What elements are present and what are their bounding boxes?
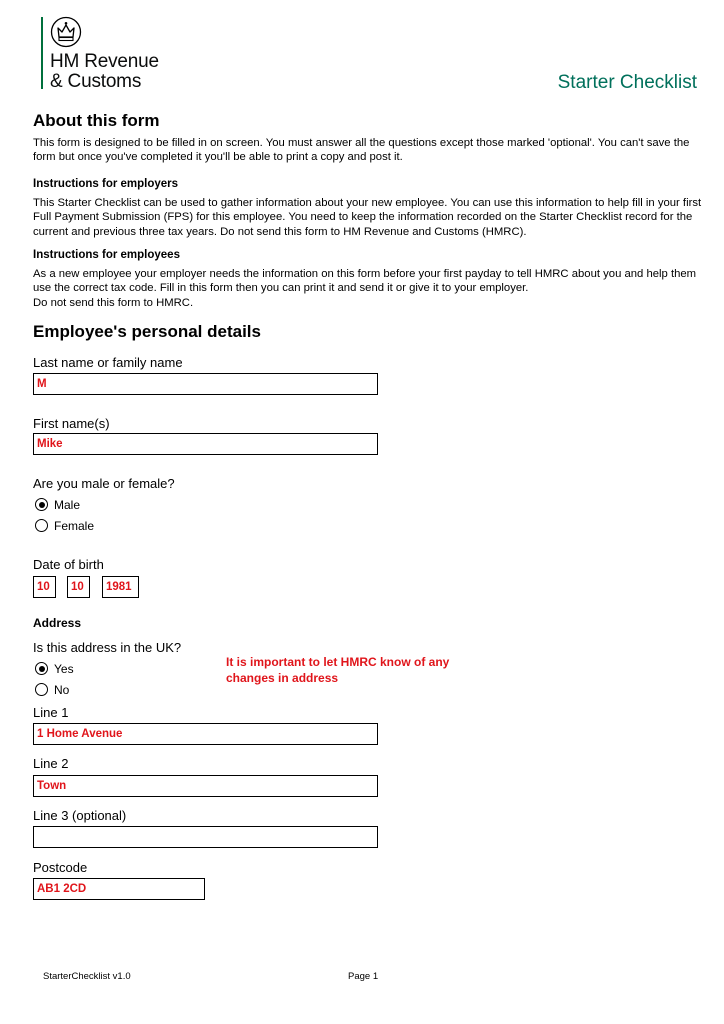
address-line3-label: Line 3 (optional) xyxy=(33,808,127,823)
address-line2-input[interactable]: Town xyxy=(33,775,378,797)
dob-year-input[interactable]: 1981 xyxy=(102,576,139,598)
employees-heading: Instructions for employees xyxy=(33,249,180,261)
org-name-line2: & Customs xyxy=(50,71,142,92)
employees-paragraph-1: As a new employee your employer needs the information on this form before your first payday to tell HMRC about you and help them use the correct tax code. Fill in this form then you can print it and send it or give it to your employer. xyxy=(33,268,697,295)
female-radio[interactable] xyxy=(35,519,48,532)
uk-no-radio[interactable] xyxy=(35,683,48,696)
radio-selected-dot xyxy=(39,502,45,508)
about-heading: About this form xyxy=(33,111,160,130)
postcode-label: Postcode xyxy=(33,860,88,875)
uk-yes-radio[interactable] xyxy=(35,662,48,675)
about-paragraph: This form is designed to be filled in on screen. You must answer all the questions except those marked 'optional'. You can't save the form but once you've completed it you'll be able to print a copy and post it. xyxy=(33,137,690,164)
gender-label: Are you male or female? xyxy=(33,476,175,491)
about-text xyxy=(33,136,703,165)
employees-paragraph-2: Do not send this form to HMRC. xyxy=(33,296,194,309)
employees-text xyxy=(33,267,703,310)
footer-page-number: Page 1 xyxy=(348,971,379,982)
address-line1-input[interactable]: 1 Home Avenue xyxy=(33,723,378,745)
address-line1-label: Line 1 xyxy=(33,705,69,720)
address-heading: Address xyxy=(33,616,82,630)
first-name-label: First name(s) xyxy=(33,416,110,431)
crown-crest-icon xyxy=(50,16,82,48)
postcode-input[interactable]: AB1 2CD xyxy=(33,878,205,900)
logo-rule xyxy=(41,17,43,89)
uk-no-label: No xyxy=(54,683,70,697)
uk-yes-label: Yes xyxy=(54,662,74,676)
female-option-label: Female xyxy=(54,519,95,533)
address-line2-label: Line 2 xyxy=(33,756,69,771)
employers-text xyxy=(33,196,703,239)
form-title: Starter Checklist xyxy=(557,72,697,93)
male-radio[interactable] xyxy=(35,498,48,511)
personal-details-heading: Employee's personal details xyxy=(33,322,261,341)
last-name-input[interactable]: M xyxy=(33,373,378,395)
employers-heading: Instructions for employers xyxy=(33,178,179,190)
uk-address-label: Is this address in the UK? xyxy=(33,640,182,655)
footer-version: StarterChecklist v1.0 xyxy=(43,971,131,982)
employers-paragraph: This Starter Checklist can be used to gather information about your new employee. You can use this information to help fill in your first Full Payment Submission (FPS) for this employee. You need to keep the information recorded on the Starter Checklist record for the current and previous three tax years. Do not send this form to HM Revenue and Customs (HMRC). xyxy=(33,197,702,238)
address-change-note xyxy=(226,654,486,686)
note-line-1: It is important to let HMRC know of any xyxy=(226,655,450,669)
address-line3-input[interactable] xyxy=(33,826,378,848)
org-name-line1: HM Revenue xyxy=(50,51,159,72)
dob-month-input[interactable]: 10 xyxy=(67,576,90,598)
note-line-2: changes in address xyxy=(226,671,339,685)
last-name-label: Last name or family name xyxy=(33,355,183,370)
dob-day-input[interactable]: 10 xyxy=(33,576,56,598)
first-name-input[interactable]: Mike xyxy=(33,433,378,455)
radio-selected-dot xyxy=(39,666,45,672)
male-option-label: Male xyxy=(54,498,81,512)
dob-label: Date of birth xyxy=(33,557,104,572)
